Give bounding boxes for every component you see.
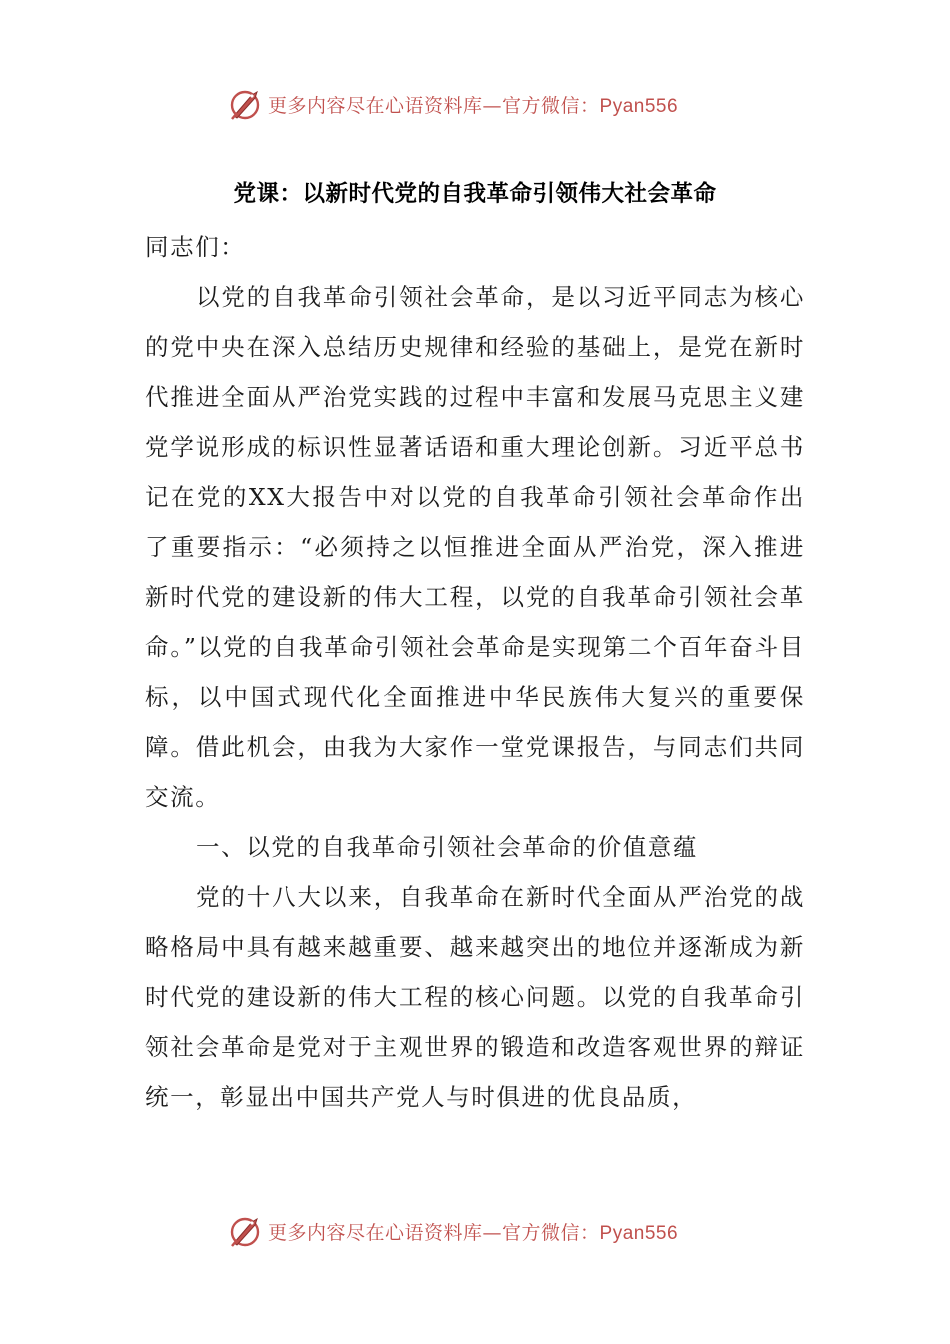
- footer-banner: [228, 1211, 678, 1251]
- pen-nib-logo-icon: [228, 86, 264, 122]
- header-banner: [228, 84, 678, 124]
- document-body: [145, 222, 805, 1122]
- banner-library-name: 更多内容尽在心语资料库: [268, 94, 483, 117]
- document-title: 党课：以新时代党的自我革命引领伟大社会革命: [233, 181, 717, 207]
- banner-wechat-id: Pyan556: [599, 1222, 679, 1244]
- banner-wechat-id: Pyan556: [599, 95, 679, 117]
- banner-text: [268, 1218, 678, 1245]
- section-heading: 一、以党的自我革命引领社会革命的价值意蕴: [196, 833, 698, 861]
- body-paragraph: 以党的自我革命引领社会革命，是以习近平同志为核心的党中央在深入总结历史规律和经验的基础上，是党在新时代推进全面从严治党实践的过程中丰富和发展马克思主义建党学说形成的标识性显著话语和重大理论创新。习近平总书记在党的XX大报告中对以党的自我革命引领社会革命作出了重要指示：“必须持之以恒推进全面从严治党，深入推进新时代党的建设新的伟大工程，以党的自我革命引领社会革命。”以党的自我革命引领社会革命是实现第二个百年奋斗目标，以中国式现代化全面推进中华民族伟大复兴的重要保障。借此机会，由我为大家作一堂党课报告，与同志们共同交流。: [145, 283, 805, 811]
- banner-text: [268, 91, 678, 118]
- banner-library-name: 更多内容尽在心语资料库: [268, 1221, 483, 1244]
- banner-wechat-label: —官方微信：: [482, 94, 600, 117]
- pen-nib-logo-icon: [228, 1213, 264, 1249]
- banner-wechat-label: —官方微信：: [482, 1221, 600, 1244]
- salutation: 同志们：: [145, 233, 246, 261]
- body-paragraph: 党的十八大以来，自我革命在新时代全面从严治党的战略格局中具有越来越重要、越来越突出的地位并逐渐成为新时代党的建设新的伟大工程的核心问题。以党的自我革命引领社会革命是党对于主观世界的锻造和改造客观世界的辩证统一，彰显出中国共产党人与时俱进的优良品质，: [145, 883, 805, 1111]
